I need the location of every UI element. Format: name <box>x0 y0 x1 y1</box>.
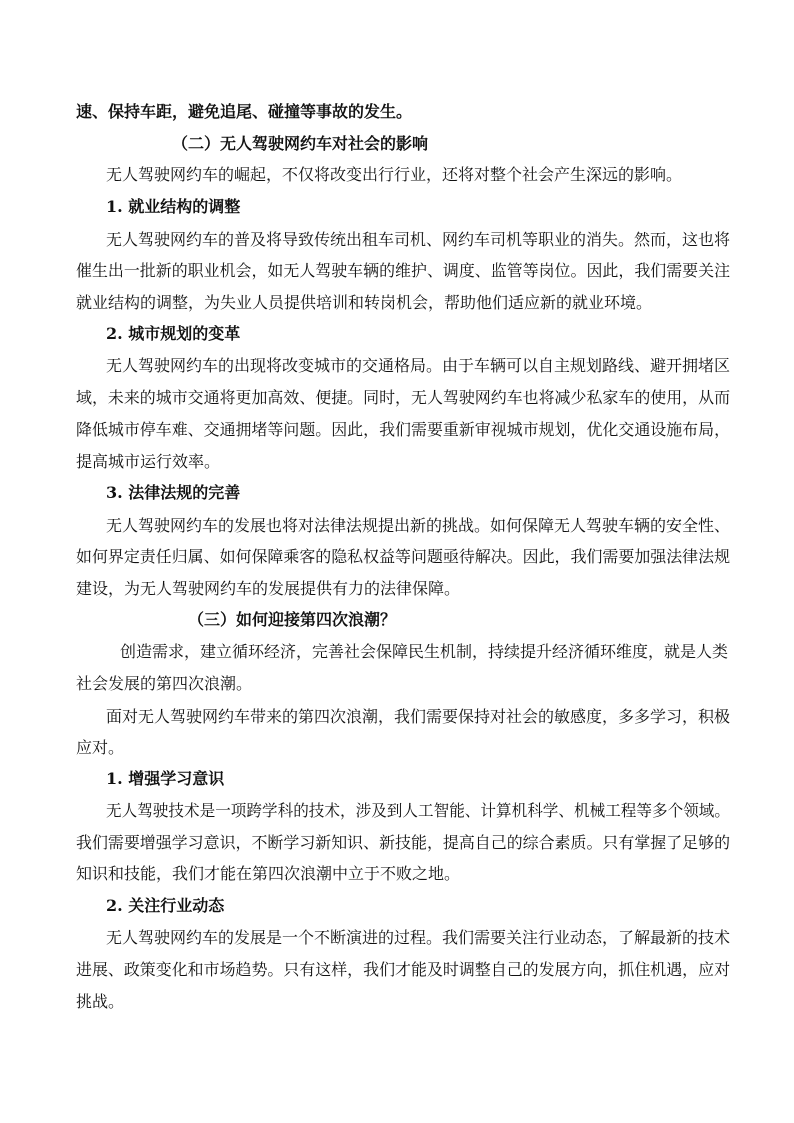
subheading-legislation: 3. 法律法规的完善 <box>106 483 241 502</box>
paragraph-line: 无人驾驶网约车的崛起，不仅将改变出行行业，还将对整个社会产生深远的影响。 <box>106 165 683 184</box>
paragraph-line: 提高城市运行效率。 <box>76 452 221 471</box>
subheading-employment: 1. 就业结构的调整 <box>106 197 241 216</box>
paragraph-line: 无人驾驶网约车的出现将改变城市的交通格局。由于车辆可以自主规划路线、避开拥堵区 <box>106 356 731 375</box>
paragraph-line: 无人驾驶网约车的普及将导致传统出租车司机、网约车司机等职业的消失。然而，这也将 <box>106 230 731 249</box>
section-heading-3: （三）如何迎接第四次浪潮？ <box>188 610 397 629</box>
paragraph-line: 进展、政策变化和市场趋势。只有这样，我们才能及时调整自己的发展方向，抓住机遇，应对 <box>76 960 731 979</box>
paragraph-line: 建设，为无人驾驶网约车的发展提供有力的法律保障。 <box>76 579 461 598</box>
paragraph-line: 催生出一批新的职业机会，如无人驾驶车辆的维护、调度、监管等岗位。因此，我们需要关注 <box>76 261 731 280</box>
paragraph-line: 创造需求，建立循环经济，完善社会保障民生机制，持续提升经济循环维度，就是人类 <box>120 642 729 661</box>
paragraph-line: 就业结构的调整，为失业人员提供培训和转岗机会，帮助他们适应新的就业环境。 <box>76 293 653 312</box>
paragraph-line: 社会发展的第四次浪潮。 <box>76 674 253 693</box>
section-heading-2: （二）无人驾驶网约车对社会的影响 <box>172 134 429 153</box>
paragraph-line: 无人驾驶技术是一项跨学科的技术，涉及到人工智能、计算机科学、机械工程等多个领域。 <box>106 801 731 820</box>
subheading-urban-planning: 2. 城市规划的变革 <box>106 324 241 343</box>
subheading-industry: 2. 关注行业动态 <box>106 896 225 915</box>
paragraph-line: 应对。 <box>76 738 125 757</box>
paragraph-line: 挑战。 <box>76 992 125 1011</box>
paragraph-line: 我们需要增强学习意识，不断学习新知识、新技能，提高自己的综合素质。只有掌握了足够的 <box>76 833 731 852</box>
paragraph-line: 如何界定责任归属、如何保障乘客的隐私权益等问题亟待解决。因此，我们需要加强法律法规 <box>76 547 731 566</box>
paragraph-line: 面对无人驾驶网约车带来的第四次浪潮，我们需要保持对社会的敏感度，多多学习，积极 <box>106 707 731 726</box>
paragraph-line: 无人驾驶网约车的发展是一个不断演进的过程。我们需要关注行业动态，了解最新的技术 <box>106 928 731 947</box>
paragraph-line: 降低城市停车难、交通拥堵等问题。因此，我们需要重新审视城市规划，优化交通设施布局， <box>76 420 731 439</box>
paragraph-line: 知识和技能，我们才能在第四次浪潮中立于不败之地。 <box>76 864 461 883</box>
paragraph-line: 域，未来的城市交通将更加高效、便捷。同时，无人驾驶网约车也将减少私家车的使用，从而 <box>76 388 731 407</box>
subheading-learning: 1. 增强学习意识 <box>106 769 225 788</box>
paragraph-line: 速、保持车距，避免追尾、碰撞等事故的发生。 <box>76 102 413 121</box>
paragraph-line: 无人驾驶网约车的发展也将对法律法规提出新的挑战。如何保障无人驾驶车辆的安全性、 <box>106 516 731 535</box>
